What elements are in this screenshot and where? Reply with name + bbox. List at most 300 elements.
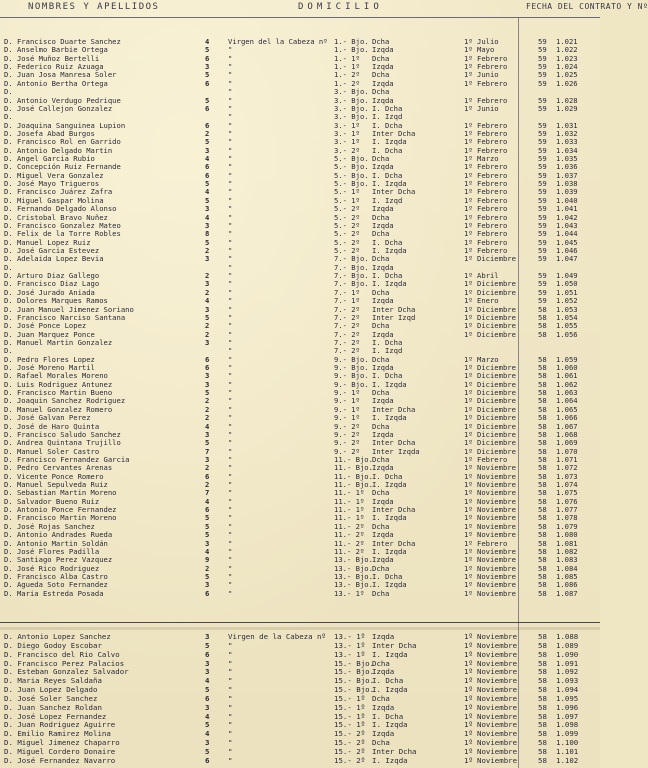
street-name: "	[228, 702, 233, 712]
contract-day: 1º	[464, 354, 473, 364]
door-position: I. Dcha	[372, 711, 404, 721]
house-number-floor: 11.- Bjo.	[334, 471, 373, 481]
resident-name: D. Antonio Lopez Sanchez	[4, 632, 111, 641]
contract-month: Noviembre	[477, 546, 516, 556]
contract-month: Diciembre	[477, 371, 516, 381]
contract-month: Mayo	[477, 45, 495, 55]
resident-name: D. Pedro Flores Lopez	[4, 354, 95, 364]
contract-number: 1.067	[556, 421, 578, 431]
contract-year: 58	[538, 429, 547, 439]
door-position: Izqda	[372, 363, 394, 373]
street-name: "	[228, 755, 233, 765]
contract-year: 58	[538, 572, 547, 581]
contract-day: 1º	[464, 404, 473, 414]
street-name: "	[228, 404, 233, 414]
contract-number: 1.072	[556, 463, 578, 473]
contract-month: Noviembre	[477, 658, 518, 668]
resident-name: D. Cristobal Bravo Nuñez	[4, 212, 108, 222]
contract-month: Diciembre	[477, 312, 516, 322]
family-count: 3	[205, 337, 210, 347]
door-position: I. Izqda	[372, 480, 407, 490]
contract-day: 1º	[464, 563, 473, 573]
door-position: Dcha	[372, 229, 390, 239]
resident-name: D. Antonio Bertha Ortega	[4, 78, 108, 88]
family-count: 5	[205, 685, 210, 695]
resident-name: D. José Rojas Sanchez	[4, 521, 95, 531]
contract-month: Febrero	[477, 170, 508, 180]
family-count: 3	[205, 304, 210, 314]
contract-day: 1º	[464, 179, 473, 189]
contract-year: 59	[538, 204, 547, 214]
house-number-floor: 11.- 1º	[334, 488, 365, 498]
contract-year: 59	[538, 237, 547, 247]
contract-year: 58	[538, 371, 547, 381]
contract-year: 59	[538, 154, 547, 164]
contract-month: Noviembre	[477, 463, 516, 473]
house-number-floor: 11.- 1º	[334, 496, 365, 506]
resident-name: D. José Rico Rodriguez	[4, 563, 100, 573]
contract-number: 1.090	[556, 649, 579, 659]
street-name: "	[228, 729, 233, 739]
family-count: 2	[205, 329, 210, 339]
contract-number: 1.024	[556, 62, 578, 72]
family-count: 5	[205, 572, 210, 581]
street-name: "	[228, 212, 233, 222]
contract-number: 1.076	[556, 496, 578, 506]
contract-number: 1.023	[556, 53, 578, 63]
family-count: 3	[205, 667, 210, 677]
family-count: 6	[205, 78, 210, 88]
table-row	[0, 757, 600, 766]
house-number-floor: 7.- Bjo.	[334, 279, 369, 289]
door-position: I. Izqda	[372, 137, 407, 147]
house-number-floor: 13.- Bjo.	[334, 572, 373, 581]
contract-number: 1.021	[556, 37, 578, 46]
contract-number: 1.082	[556, 546, 578, 556]
contract-month: Diciembre	[477, 438, 516, 448]
contract-month: Noviembre	[477, 711, 518, 721]
resident-name: D.	[4, 262, 13, 272]
contract-day: 1º	[464, 363, 473, 373]
contract-number: 1.046	[556, 245, 578, 255]
contract-day: 1º	[464, 279, 473, 289]
family-count: 3	[205, 279, 210, 289]
house-number-floor: 3.- Bjo.	[334, 87, 369, 97]
house-number-floor: 7.- 2º	[334, 312, 360, 322]
family-count: 2	[205, 413, 210, 423]
contract-day: 1º	[464, 371, 473, 381]
street-name: "	[228, 496, 233, 506]
door-position: Inter Dcha	[372, 746, 417, 756]
family-count: 6	[205, 354, 210, 364]
street-name: "	[228, 296, 233, 306]
street-name: "	[228, 667, 233, 677]
contract-year: 58	[538, 446, 547, 456]
contract-day: 1º	[464, 195, 473, 205]
house-number-floor: 15.- 1º	[334, 711, 366, 721]
family-count: 2	[205, 463, 210, 473]
street-name: "	[228, 195, 233, 205]
door-position: Inter Dcha	[372, 438, 416, 448]
door-position: Izqda	[372, 463, 394, 473]
contract-number: 1.059	[556, 354, 578, 364]
contract-year: 58	[538, 471, 547, 481]
contract-month: Noviembre	[477, 471, 516, 481]
door-position: I. Dcha	[372, 120, 403, 130]
door-position: I. Dcha	[372, 170, 403, 180]
contract-year: 58	[538, 530, 547, 540]
resident-name: D. Antonio Delgado Martin	[4, 145, 113, 155]
street-name: "	[228, 312, 233, 322]
family-count: 6	[205, 755, 210, 765]
door-position: Izqda	[372, 530, 394, 540]
contract-year: 59	[538, 45, 547, 55]
contract-day: 1º	[464, 421, 473, 431]
resident-name: D. Francisco Perez Palacios	[4, 658, 125, 668]
family-count: 4	[205, 154, 210, 164]
resident-name: D. Manuel Lopez Ruiz	[4, 237, 91, 247]
family-count: 6	[205, 505, 210, 515]
contract-day: 1º	[464, 237, 473, 247]
contract-day: 1º	[464, 555, 473, 565]
contract-number: 1.050	[556, 279, 578, 289]
door-position: I. Izqda	[372, 649, 408, 659]
street-name: "	[228, 371, 233, 381]
door-position: Izqda	[372, 296, 394, 306]
street-name: "	[228, 676, 233, 686]
contract-day: 1º	[464, 438, 473, 448]
street-name: "	[228, 413, 233, 423]
contract-day: 1º	[464, 711, 473, 721]
door-position: I. Izqda	[372, 513, 407, 523]
door-position: Dcha	[372, 488, 390, 498]
contract-year: 59	[538, 70, 547, 80]
door-position: I. Izqda	[372, 279, 407, 289]
house-number-floor: 7.- 2º	[334, 329, 360, 339]
door-position: I. Izqda	[372, 685, 408, 695]
door-position: I. Izqda	[372, 179, 407, 189]
house-number-floor: 9.- 2º	[334, 421, 360, 431]
contract-number: 1.081	[556, 538, 578, 548]
family-count: 2	[205, 321, 210, 331]
resident-name: D. Francisco Martin Bueno	[4, 388, 113, 398]
house-number-floor: 5.- 1º	[334, 195, 360, 205]
contract-number: 1.075	[556, 488, 578, 498]
contract-day: 1º	[464, 229, 473, 239]
resident-name: D. Francisco del Rio Calvo	[4, 649, 120, 659]
resident-name: D. Emilio Ramirez Molina	[4, 729, 111, 739]
contract-day: 1º	[464, 45, 473, 55]
door-position: I. Izqd	[372, 112, 403, 122]
family-count: 5	[205, 237, 210, 247]
contract-month: Febrero	[477, 229, 508, 239]
street-name: "	[228, 170, 233, 180]
contract-month: Febrero	[477, 162, 508, 172]
family-count: 3	[205, 658, 210, 668]
contract-year: 58	[538, 676, 547, 686]
contract-day: 1º	[464, 496, 473, 506]
contract-month: Febrero	[477, 237, 508, 247]
contract-day: 1º	[464, 505, 473, 515]
family-count: 6	[205, 120, 210, 130]
street-name: "	[228, 513, 233, 523]
contract-day: 1º	[464, 513, 473, 523]
door-position: I. Dcha	[372, 271, 403, 281]
contract-day: 1º	[464, 658, 473, 668]
street-name: "	[228, 471, 233, 481]
contract-day: 1º	[464, 546, 473, 556]
resident-name: D. Antonio Andrades Rueda	[4, 530, 113, 540]
contract-year: 58	[538, 580, 547, 590]
street-name: "	[228, 563, 233, 573]
contract-number: 1.052	[556, 296, 578, 306]
house-number-floor: 3.- Bjo.	[334, 95, 369, 105]
contract-month: Diciembre	[477, 388, 516, 398]
contract-year: 58	[538, 693, 547, 703]
street-name: "	[228, 220, 233, 230]
resident-name: D. Francisco Rol en Garrido	[4, 137, 121, 147]
house-number-floor: 5.- Bjo.	[334, 162, 369, 172]
street-name: "	[228, 271, 233, 281]
house-number-floor: 11.- 2º	[334, 538, 365, 548]
contract-month: Noviembre	[477, 480, 516, 490]
contract-day: 1º	[464, 95, 473, 105]
contract-day: 1º	[464, 446, 473, 456]
street-name: Virgen de la Cabeza nº	[228, 632, 326, 641]
contract-day: 1º	[464, 649, 473, 659]
resident-name: D. Miguel Gaspar Molina	[4, 195, 104, 205]
house-number-floor: 13.- 1º	[334, 632, 366, 641]
house-number-floor: 7.- 2º	[334, 337, 360, 347]
contract-month: Noviembre	[477, 521, 516, 531]
contract-month: Noviembre	[477, 746, 518, 756]
street-name: "	[228, 137, 233, 147]
table-row	[0, 255, 600, 263]
family-count: 4	[205, 421, 210, 431]
contract-year: 58	[538, 312, 547, 322]
house-number-floor: 9.- 2º	[334, 446, 360, 456]
contract-number: 1.070	[556, 446, 578, 456]
contract-number: 1.022	[556, 45, 578, 55]
street-name: "	[228, 711, 233, 721]
family-count: 5	[205, 195, 210, 205]
contract-year: 59	[538, 145, 547, 155]
contract-number: 1.039	[556, 187, 578, 197]
contract-year: 58	[538, 521, 547, 531]
contract-day: 1º	[464, 204, 473, 214]
family-count: 3	[205, 429, 210, 439]
street-name: "	[228, 229, 233, 239]
house-number-floor: 15.- 2º	[334, 738, 366, 748]
contract-day: 1º	[464, 321, 473, 331]
contract-year: 59	[538, 279, 547, 289]
contract-day: 1º	[464, 154, 473, 164]
resident-name: D. Rafael Morales Moreno	[4, 371, 108, 381]
house-number-floor: 15.- 1º	[334, 702, 366, 712]
contract-day: 1º	[464, 137, 473, 147]
family-count: 4	[205, 187, 210, 197]
contract-day: 1º	[464, 572, 473, 581]
door-position: I. Izqda	[372, 755, 408, 765]
house-number-floor: 15.- 1º	[334, 693, 366, 703]
family-count: 3	[205, 738, 210, 748]
street-name: "	[228, 154, 233, 164]
street-name: "	[228, 287, 233, 297]
contract-month: Febrero	[477, 454, 508, 464]
contract-year: 59	[538, 120, 547, 130]
house-number-floor: 9.- Bjo.	[334, 354, 369, 364]
family-count: 6	[205, 162, 210, 172]
resident-name: D. Andrea Quintana Trujillo	[4, 438, 121, 448]
contract-number: 1.042	[556, 212, 578, 222]
house-number-floor: 3.- 2º	[334, 145, 360, 155]
contract-year: 58	[538, 438, 547, 448]
contract-number: 1.034	[556, 145, 578, 155]
family-count: 2	[205, 563, 210, 573]
contract-number: 1.066	[556, 413, 578, 423]
contract-month: Noviembre	[477, 738, 518, 748]
house-number-floor: 5.- 2º	[334, 237, 360, 247]
contract-number: 1.068	[556, 429, 578, 439]
house-number-floor: 5.- 1º	[334, 187, 360, 197]
contract-day: 1º	[464, 220, 473, 230]
street-name: "	[228, 454, 233, 464]
street-name: "	[228, 254, 233, 264]
resident-name: D. Manuel Sepulveda Ruiz	[4, 480, 108, 490]
house-number-floor: 7.- 1º	[334, 287, 360, 297]
contract-day: 1º	[464, 78, 473, 88]
contract-year: 58	[538, 480, 547, 490]
contract-day: 1º	[464, 588, 473, 598]
resident-name: D.	[4, 346, 13, 356]
contract-month: Diciembre	[477, 421, 516, 431]
street-name: "	[228, 738, 233, 748]
contract-month: Noviembre	[477, 555, 516, 565]
house-number-floor: 11.- 2º	[334, 546, 365, 556]
contract-day: 1º	[464, 632, 473, 641]
door-position: Izqda	[372, 220, 394, 230]
street-name: "	[228, 70, 233, 80]
house-number-floor: 9.- 1º	[334, 404, 360, 414]
door-position: Izqda	[372, 95, 394, 105]
family-count: 6	[205, 649, 210, 659]
header-rule	[0, 17, 600, 18]
house-number-floor: 5.- 2º	[334, 204, 360, 214]
contract-day: 1º	[464, 312, 473, 322]
contract-year: 59	[538, 195, 547, 205]
contract-year: 58	[538, 685, 547, 695]
family-count: 5	[205, 70, 210, 80]
contract-year: 59	[538, 37, 547, 46]
resident-name: D.	[4, 87, 13, 97]
family-count: 6	[205, 693, 210, 703]
contract-year: 58	[538, 755, 547, 765]
contract-number: 1.040	[556, 195, 578, 205]
family-count: 3	[205, 454, 210, 464]
house-number-floor: 11.- Bjo.	[334, 463, 373, 473]
contract-number: 1.100	[556, 738, 579, 748]
house-number-floor: 11.- 2º	[334, 530, 365, 540]
contract-month: Febrero	[477, 128, 508, 138]
contract-month: Febrero	[477, 187, 508, 197]
house-number-floor: 7.- 2º	[334, 321, 360, 331]
family-count: 5	[205, 513, 210, 523]
door-position: Izqda	[372, 162, 394, 172]
street-name: "	[228, 720, 233, 730]
street-name: "	[228, 45, 233, 55]
contract-number: 1.055	[556, 321, 578, 331]
contract-number: 1.093	[556, 676, 579, 686]
contract-number: 1.079	[556, 521, 578, 531]
contract-day: 1º	[464, 580, 473, 590]
contract-year: 58	[538, 454, 547, 464]
contract-day: 1º	[464, 187, 473, 197]
door-position: Dcha	[372, 37, 390, 46]
contract-day: 1º	[464, 53, 473, 63]
contract-month: Junio	[477, 70, 499, 80]
street-name: "	[228, 112, 233, 122]
contract-year: 58	[538, 496, 547, 506]
contract-year: 59	[538, 254, 547, 264]
contract-day: 1º	[464, 685, 473, 695]
contract-month: Diciembre	[477, 429, 516, 439]
contract-day: 1º	[464, 379, 473, 389]
contract-number: 1.071	[556, 454, 578, 464]
contract-month: Noviembre	[477, 649, 518, 659]
family-count: 5	[205, 95, 210, 105]
section-divider	[0, 622, 600, 623]
resident-name: D. José Fernandez Navarro	[4, 755, 116, 765]
contract-day: 1º	[464, 429, 473, 439]
contract-month: Noviembre	[477, 729, 518, 739]
house-number-floor: 7.- 2º	[334, 346, 360, 356]
contract-day: 1º	[464, 145, 473, 155]
house-number-floor: 11.- 2º	[334, 521, 365, 531]
contract-year: 59	[538, 187, 547, 197]
contract-month: Noviembre	[477, 505, 516, 515]
family-count: 5	[205, 521, 210, 531]
contract-number: 1.064	[556, 396, 578, 406]
resident-name: D. Dolores Marques Ramos	[4, 296, 108, 306]
street-name: "	[228, 555, 233, 565]
contract-day: 1º	[464, 103, 473, 113]
house-number-floor: 9.- Bjo.	[334, 363, 369, 373]
contract-month: Marzo	[477, 154, 499, 164]
resident-name: D. Santiago Perez Vazquez	[4, 555, 113, 565]
family-count: 5	[205, 45, 210, 55]
family-count: 2	[205, 396, 210, 406]
contract-year: 58	[538, 711, 547, 721]
house-number-floor: 7.- Bjo.	[334, 254, 369, 264]
contract-month: Febrero	[477, 204, 508, 214]
house-number-floor: 13.- 1º	[334, 588, 365, 598]
contract-month: Febrero	[477, 538, 508, 548]
street-name: "	[228, 530, 233, 540]
street-name: "	[228, 463, 233, 473]
house-number-floor: 3.- Bjo.	[334, 103, 369, 113]
street-name: "	[228, 658, 233, 668]
contract-year: 58	[538, 738, 547, 748]
contract-year: 58	[538, 404, 547, 414]
contract-year: 58	[538, 720, 547, 730]
door-position: Dcha	[372, 563, 390, 573]
table-row	[0, 339, 600, 347]
family-count: 7	[205, 488, 210, 498]
door-position: Dcha	[372, 87, 390, 97]
family-count: 9	[205, 555, 210, 565]
contract-day: 1º	[464, 702, 473, 712]
street-name: "	[228, 204, 233, 214]
